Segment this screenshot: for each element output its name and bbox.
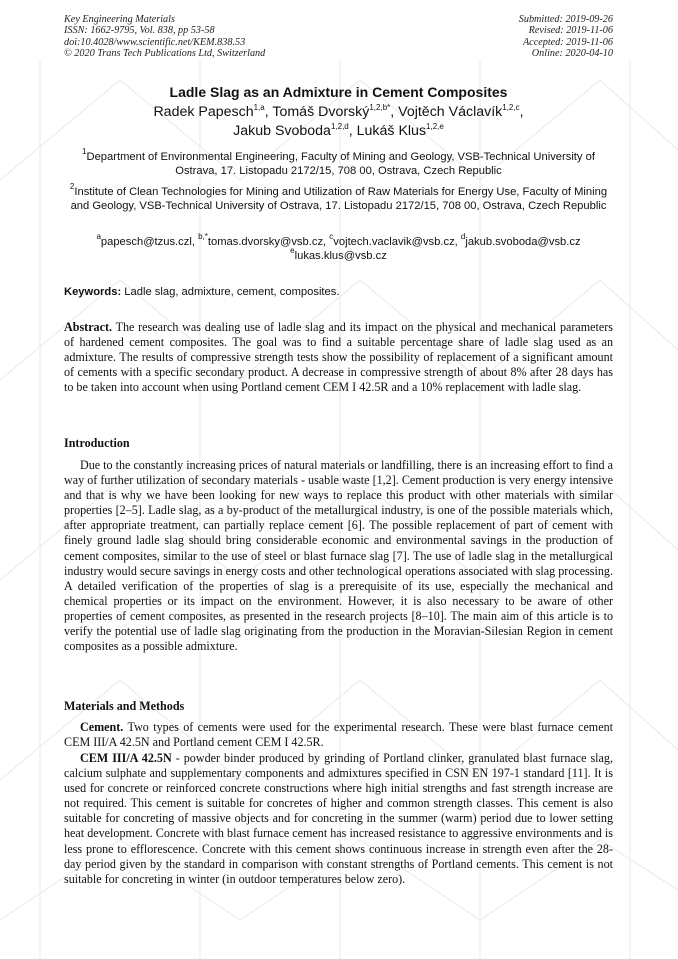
author-name: Jakub Svoboda	[233, 123, 331, 139]
abstract-label: Abstract.	[64, 320, 113, 334]
online-date: Online: 2020-04-10	[531, 48, 613, 60]
email-mark: d	[460, 232, 466, 241]
author-name: Lukáš Klus	[356, 123, 427, 139]
submitted-date: Submitted: 2019-09-26	[518, 14, 613, 25]
cement-label: Cement.	[80, 720, 124, 734]
keywords-label: Keywords:	[64, 286, 122, 298]
section-heading-materials-methods: Materials and Methods	[64, 699, 185, 713]
email-link[interactable]: papesch@tzus.czl,	[100, 236, 199, 248]
affiliation-mark: 1	[82, 147, 87, 156]
author-list: Radek Papesch$^{1,a}$, Tomáš Dvorský$^{1,2,b*}$, Vojtěch Václavík$^{1,2,c}$, Jakub Svoboda$^{1,2,d}$, Lukáš Klus$^{1,2,e}$	[153, 103, 524, 139]
affiliation-text: Department of Environmental Engineering, Faculty of Mining and Geology, VSB-Technical University of Ostrava, 17. Listopadu 2172/15, 708 00, Ostrava, Czech Republic	[86, 151, 595, 177]
author-affil-mark: 1,2,b*	[369, 103, 391, 112]
email-link[interactable]: vojtech.vaclavik@vsb.cz,	[333, 236, 461, 248]
affiliation-1	[64, 147, 613, 178]
journal-info	[64, 14, 265, 60]
submission-dates	[519, 14, 613, 60]
keywords	[64, 286, 613, 298]
cement-text: Two types of cements were used for the experimental research. These were blast furnace cement CEM III/A 42.5N and Portland cement CEM I 42.5R.	[64, 720, 613, 750]
affiliation-text: Institute of Clean Technologies for Mining and Utilization of Raw Materials for Energy Use, Faculty of Mining and Geology, VSB-Technical University of Ostrava, 17. Listopadu 2172/15, 708 00, Ostrava, Czech Republic	[70, 186, 608, 212]
author-name: Radek Papesch	[153, 104, 254, 120]
author-name: Tomáš Dvorský	[272, 104, 370, 120]
author-name: Vojtěch Václavík	[398, 104, 503, 120]
paper-title: Ladle Slag as an Admixture in Cement Composites	[169, 84, 508, 100]
keywords-text: Ladle slag, admixture, cement, composites.	[121, 286, 340, 298]
section-heading-introduction: Introduction	[64, 436, 130, 450]
author-affil-mark: 1,2,c	[502, 103, 520, 112]
abstract-text: The research was dealing use of ladle slag and its impact on the physical and mechanical parameters of hardened cement composites. The goal was to find a suitable percentage share of ladle slag used as an admixture. The results of compressive strength tests show the possibility of replacement of a significant amount of cements with a specific secondary product. A decrease in compressive strength of about 8% after 28 days has to be taken into account when using Portland cement CEM I 42.5R and a 10% replacement with ladle slag.	[64, 320, 613, 395]
revised-date: Revised: 2019-11-06	[528, 25, 613, 37]
introduction-paragraph	[64, 458, 613, 654]
email-mark: e	[290, 246, 295, 255]
accepted-date: Accepted: 2019-11-06	[522, 36, 613, 48]
abstract	[64, 320, 613, 395]
author-affil-mark: 1,2,d	[330, 122, 349, 131]
cem-iii-text: - powder binder produced by grinding of Portland clinker, granulated blast furnace slag, calcium sulphate and supplementary components and admixtures specified in CSN EN 197-1 standard [11]. It is used for concrete or reinforced concrete constructions where high initial strengths and fast strength increase are not required. This cement is suitable for concretes of higher and common strength classes. This cement is also suitable for concreting of massive objects and for concreting in the summer (warm) period due to lower setting heat development. Concrete with blast furnace cement has increased resistance to aggressive environments and is less prone to efflorescence. Concrete with this cement shows continuous increase in strength even after the 28-day period given by the standard in comparison with constant strengths of Portland cements. This cement is not suitable for concreting in winter (in outdoor temperatures below zero).	[64, 751, 613, 886]
author-affil-mark: 1,a	[253, 103, 265, 112]
copyright-line: © 2020 Trans Tech Publications Ltd, Switzerland	[64, 48, 266, 60]
introduction-text: Due to the constantly increasing prices of natural materials or landfilling, there is an increasing effort to find a way of further utilization of secondary materials - usable waste [1,2]. Cement production is very energy intensive and that is why we have been looking for new ways to replace this product with other materials with similar properties [2–5]. Ladle slag, as a by-product of the metallurgical industry, is one of the possible materials which, after appropriate treatment, can partially replace cement [6]. The possible replacement of part of cement with finely ground ladle slag should bring considerable economic and environmental savings in the production of cement composites, similar to the use of steel or blast furnace slag [7]. The use of ladle slag in the metallurgical industry would secure savings in energy costs and other technological operations associated with slag processing. A detailed verification of the properties of slag is a prerequisite of its use, especially the mechanical and chemical properties or its impact on the environment. However, it is also necessary to be aware of other properties of cement composites, as presented in the research projects [8–10]. The main aim of this article is to verify the potential use of ladle slag originating from the production in the Moravian-Silesian Region in cement composites as a possible admixture.	[64, 458, 613, 654]
email-link[interactable]: jakub.svoboda@vsb.cz	[465, 236, 581, 248]
author-emails	[64, 232, 613, 263]
doi-line: doi:10.4028/www.scientific.net/KEM.838.53	[64, 36, 246, 48]
email-mark: c	[329, 232, 334, 241]
author-affil-mark: 1,2,e	[426, 122, 444, 131]
affiliation-mark: 2	[69, 182, 75, 191]
cem-iii-label: CEM III/A 42.5N	[80, 751, 172, 765]
email-mark: b,*	[198, 232, 208, 241]
email-mark: a	[96, 232, 101, 241]
issn-line: ISSN: 1662-9795, Vol. 838, pp 53-58	[64, 25, 215, 37]
journal-name: Key Engineering Materials	[64, 14, 175, 25]
methods-paragraph-1	[64, 720, 613, 750]
email-link[interactable]: lukas.klus@vsb.cz	[294, 250, 387, 262]
methods-paragraph-2	[64, 751, 613, 887]
affiliation-2	[64, 182, 613, 213]
email-link[interactable]: tomas.dvorsky@vsb.cz,	[207, 236, 330, 248]
